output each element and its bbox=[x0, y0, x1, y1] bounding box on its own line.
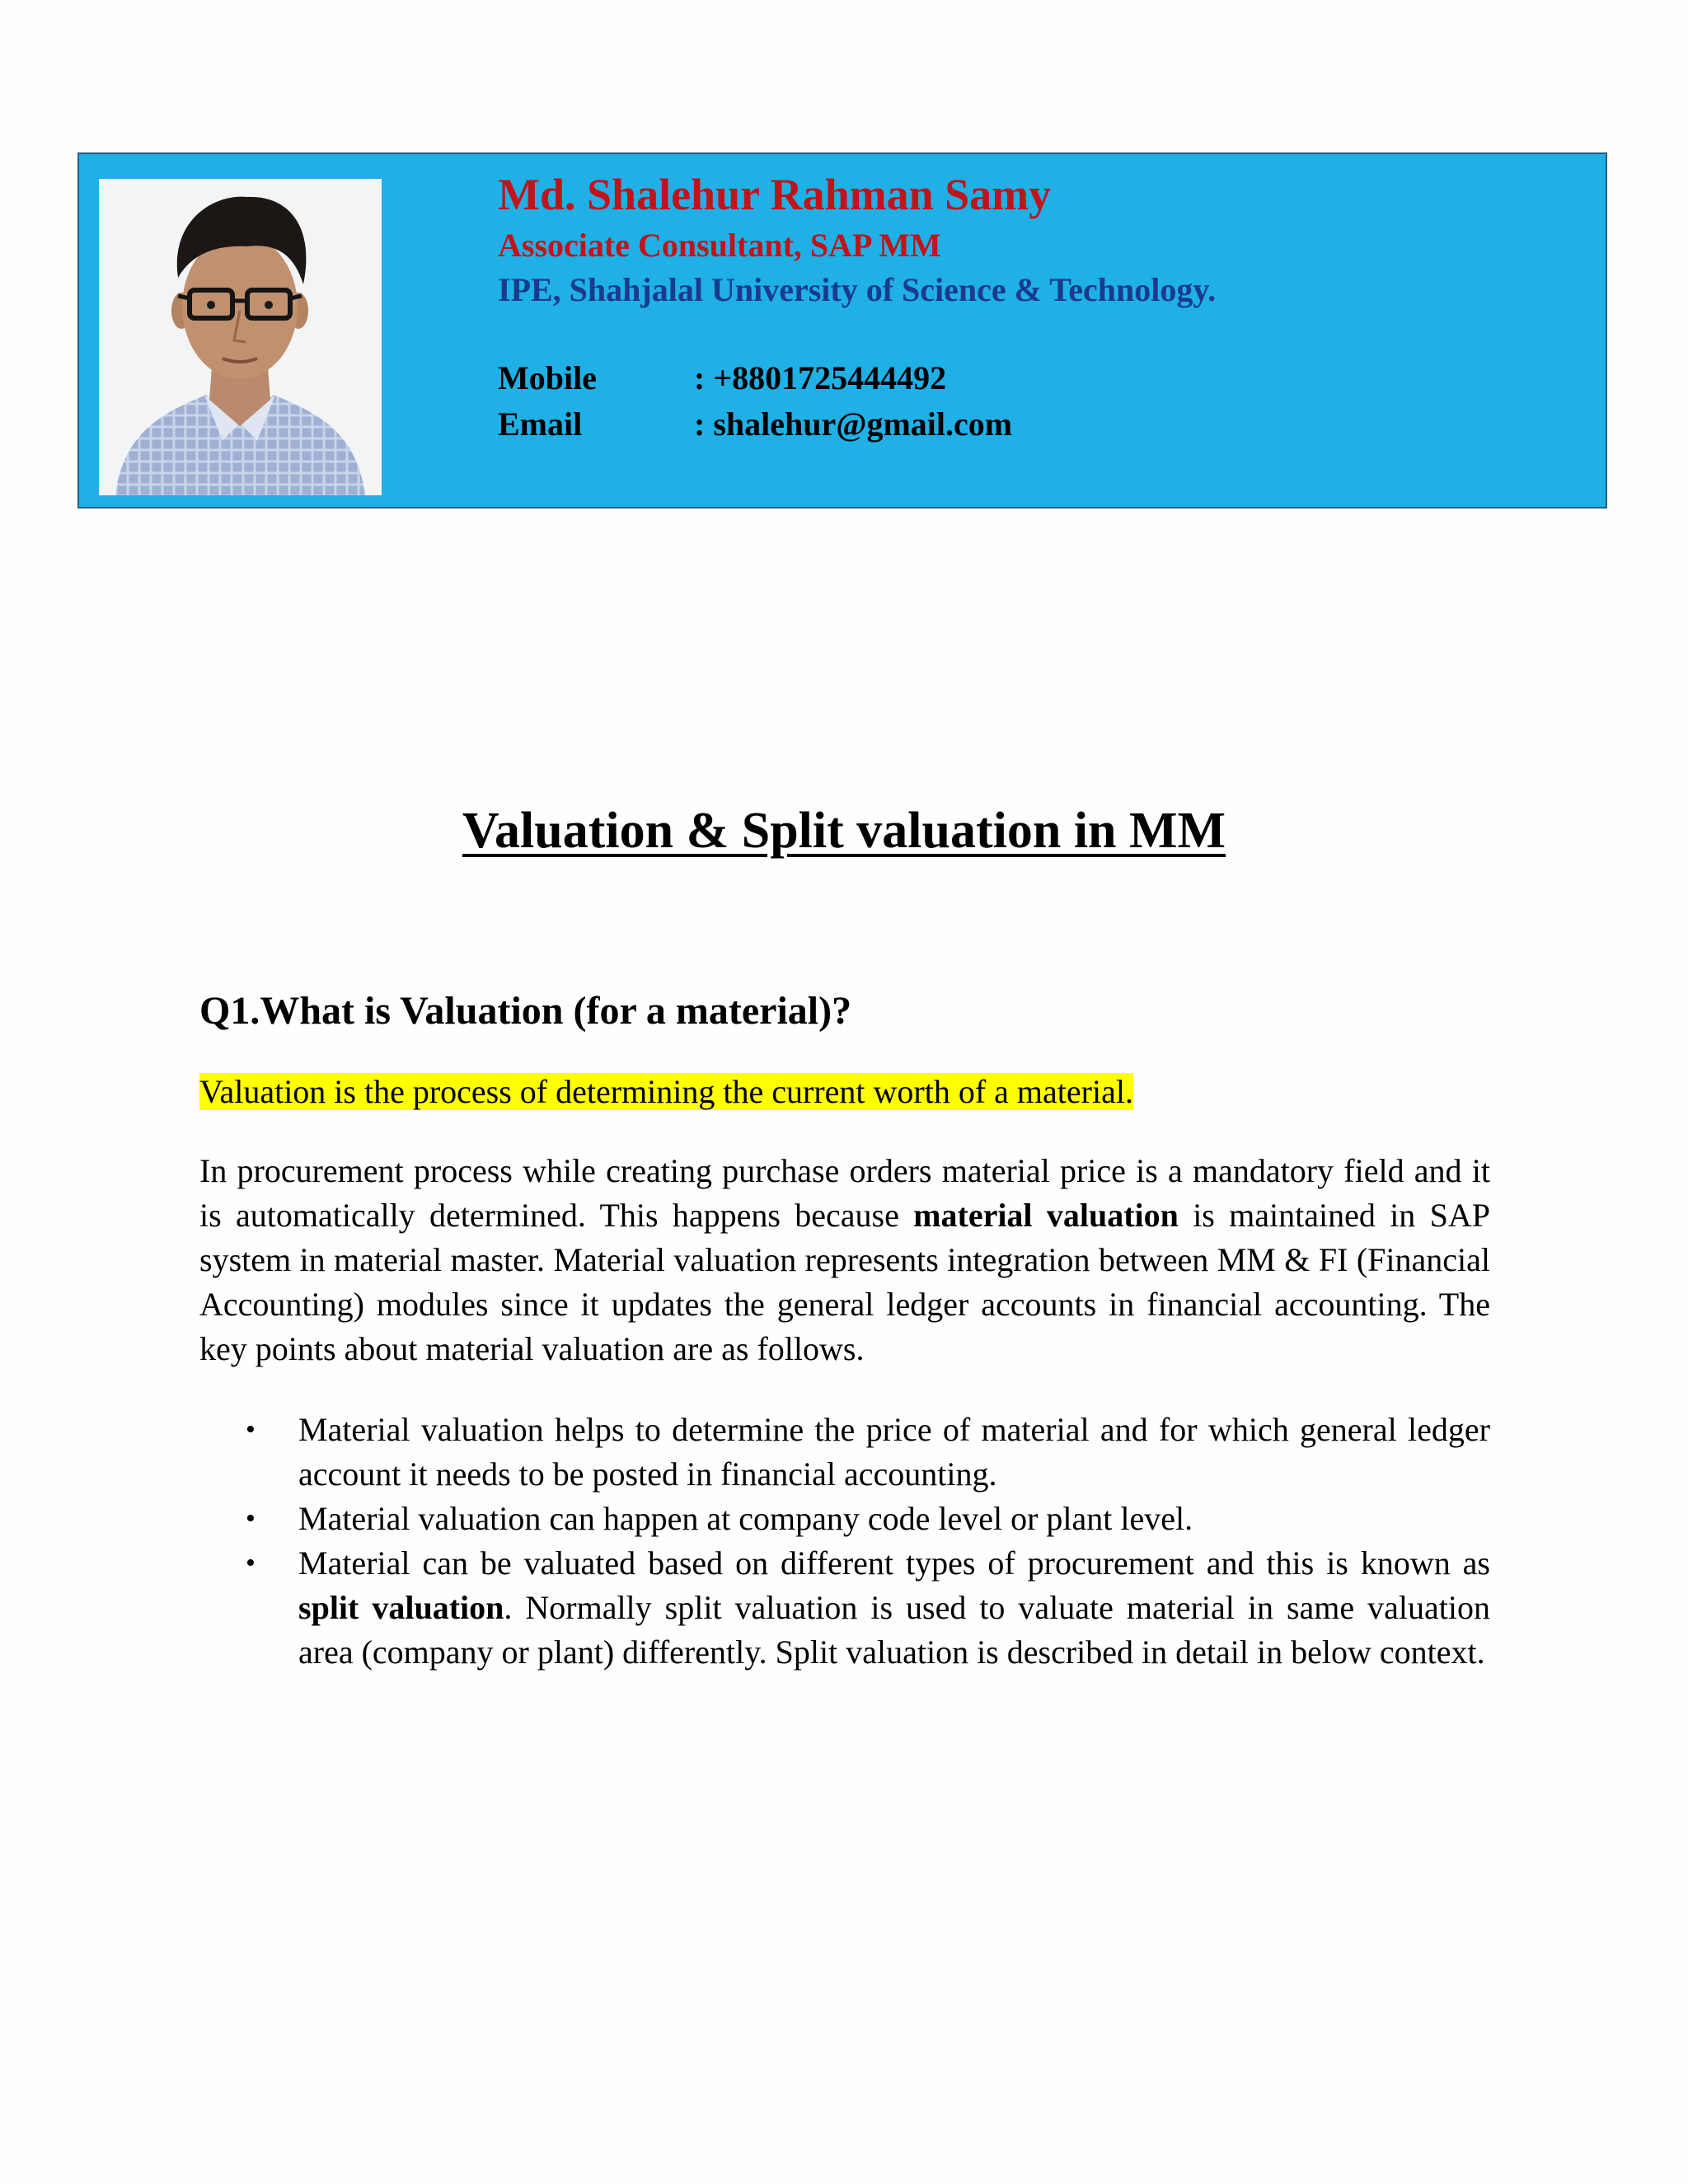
list-item bbox=[199, 1408, 1490, 1497]
contact-label: Mobile bbox=[498, 359, 597, 396]
list-item-bold-term: split valuation bbox=[298, 1589, 504, 1626]
bullet-icon: • bbox=[246, 1414, 256, 1445]
profile-name: Md. Shalehur Rahman Samy bbox=[498, 170, 1052, 219]
contact-label: Email bbox=[498, 405, 583, 443]
document-title-text: Valuation & Split valuation in MM bbox=[462, 803, 1226, 859]
contact-row-mobile bbox=[498, 355, 1012, 401]
section-question: Q1.What is Valuation (for a material)? bbox=[199, 989, 852, 1033]
contact-value-phone: : +8801725444492 bbox=[694, 359, 947, 396]
highlighted-definition bbox=[199, 1070, 1490, 1114]
profile-header-text bbox=[498, 166, 1586, 448]
list-item bbox=[199, 1497, 1490, 1541]
contact-info bbox=[498, 355, 1012, 448]
key-points-list bbox=[199, 1408, 1490, 1675]
highlighted-text: Valuation is the process of determining the current worth of a material. bbox=[199, 1073, 1133, 1110]
list-item-text: Material valuation helps to determine the price of material and for which general ledger account it needs to be posted in financial accounting. bbox=[298, 1411, 1490, 1493]
paragraph-text: is maintained in SAP system in material master. Material valuation represents integration between MM & FI (Financial Accounting) modules since it updates the general ledger accounts in financial accounting. The key points about material valuation are as follows. bbox=[199, 1197, 1490, 1367]
body-paragraph bbox=[199, 1149, 1490, 1371]
profile-institution: IPE, Shahjalal University of Science & Technology. bbox=[498, 271, 1217, 308]
bullet-icon: • bbox=[246, 1503, 256, 1534]
contact-value-email: : shalehur@gmail.com bbox=[694, 405, 1013, 443]
profile-photo bbox=[99, 179, 382, 495]
document-body bbox=[199, 986, 1490, 1675]
profile-role: Associate Consultant, SAP MM bbox=[498, 227, 941, 264]
contact-row-email bbox=[498, 401, 1012, 448]
list-item-text: Material can be valuated based on different types of procurement and this is known as bbox=[298, 1544, 1490, 1582]
bullet-icon: • bbox=[246, 1548, 256, 1578]
paragraph-text: In procurement process while creating purchase orders material price is a mandatory field and it is automatically determined. This happens because bbox=[199, 1152, 1490, 1234]
list-item-text: Material valuation can happen at company code level or plant level. bbox=[298, 1500, 1193, 1537]
document-title bbox=[0, 798, 1688, 864]
profile-header-banner bbox=[77, 152, 1607, 509]
list-item bbox=[199, 1541, 1490, 1675]
list-item-text: . Normally split valuation is used to valuate material in same valuation area (company or plant) differently. Split valuation is described in detail in below context. bbox=[298, 1589, 1491, 1671]
paragraph-bold-term: material valuation bbox=[913, 1197, 1179, 1234]
